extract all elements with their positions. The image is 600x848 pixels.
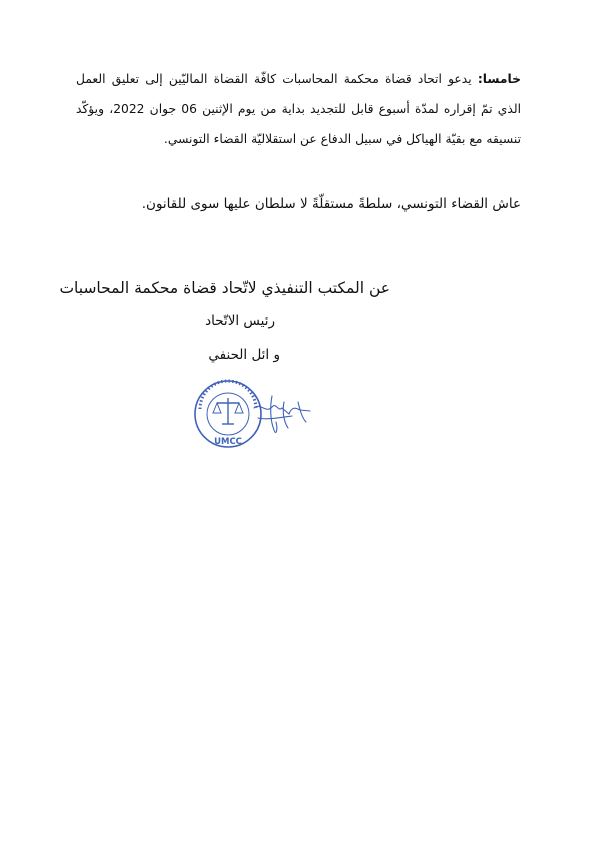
closing-slogan: عاش القضاء التونسي، سلطةً مستقلّةً لا سلطان عليها سوى للقانون. [141,196,521,212]
stamp-and-signature [188,378,318,450]
signature-role: رئيس الاتّحاد [205,313,275,329]
paragraph-item-5 [76,64,521,154]
item-5-label: خامسا: [477,72,521,86]
handwritten-signature [254,396,310,432]
stamp-acronym: UMCC [214,437,242,447]
signature-name: و ائل الحنفي [208,347,280,363]
stamp-graphic [188,378,318,450]
signature-office: عن المكتب التنفيذي لاتّحاد قضاة محكمة المحاسبات [59,279,390,297]
item-5-text: يدعو اتحاد قضاة محكمة المحاسبات كافّة القضاة الماليّين إلى تعليق العمل الذي تمّ إقراره لمدّة أسبوع قابل للتجديد بداية من يوم الإثنين 06 جوان 2022، ويؤكّد تنسيقه مع بقيّة الهياكل في سبيل الدفاع عن استقلاليّة القضاء التونسي. [76,72,522,146]
